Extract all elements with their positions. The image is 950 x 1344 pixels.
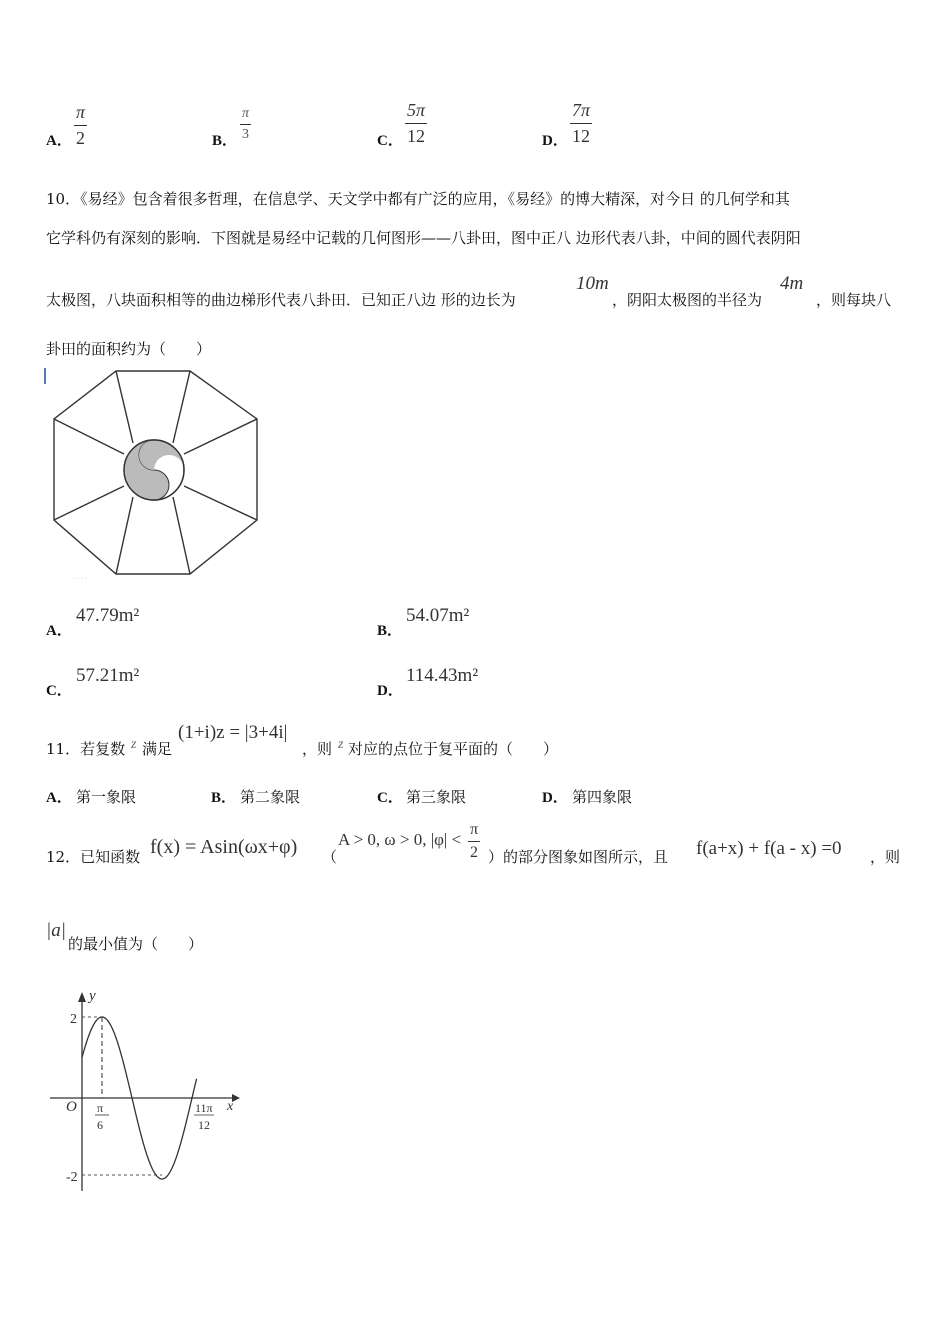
y-axis-arrow [78,992,86,1002]
q12-stem-b: ）的部分图象如图所示，且 [488,848,669,866]
tick-2-den: 12 [198,1118,210,1132]
svg-text:. . . .: . . . . [74,574,88,580]
q12-function: f(x) = Asin(ωx+φ) [150,836,298,858]
q11-option-a-text: 第一象限 [76,788,137,806]
q10-option-c-value: 57.21m² [76,665,140,686]
sine-graph [44,986,244,1196]
q11-stem-c: ，则 [302,740,333,758]
y-min-label: -2 [66,1170,78,1185]
q10-line-3-a: 太极图，八块面积相等的曲边梯形代表八卦田．已知正八边 形的边长为 [46,291,516,309]
q10-option-a-label: A． [46,623,72,639]
q11-option-c-label: C． [377,790,403,806]
q10-option-b-value: 54.07m² [406,605,470,626]
q11-stem-d: 对应的点位于复平面的（ ） [348,740,559,758]
q12-stem-c: ，则 [870,848,901,866]
q9-option-b-fraction: π 3 [242,106,250,142]
q10-line-3-c: ，则每块八 [816,291,892,309]
q11-stem-b: 满足 [142,740,173,758]
q11-option-c-text: 第三象限 [406,788,467,806]
yin-yang-icon [124,440,184,500]
origin-label: O [66,1099,77,1115]
q11-stem-a: 11．若复数 [46,740,126,758]
q10-option-c-label: C． [46,683,72,699]
q10-line-2: 它学科仍有深刻的影响．下图就是易经中记载的几何图形——八卦田，图中正八 边形代表八卦，中间的圆代表阴阳 [46,229,801,247]
q9-option-a-label: A． [46,133,72,149]
q12-abs-a: |a| [46,920,66,941]
q10-side-length: 10m [576,273,609,294]
y-axis-label: y [89,988,96,1004]
q10-line-1: 10．《易经》包含着很多哲理，在信息学、天文学中都有广泛的应用，《易经》的博大精深，对今日 的几何学和其 [46,190,790,208]
q12-condition: A > 0, ω > 0, |φ| < [338,830,462,849]
q12-condition-fraction: π 2 [470,821,479,861]
tick-1-num: π [97,1101,104,1115]
q9-option-a-fraction: π 2 [76,102,86,148]
q9-option-c-label: C． [377,133,403,149]
tick-1-den: 6 [97,1118,103,1132]
q10-line-3-b: ，阴阳太极图的半径为 [612,291,763,309]
q9-option-c-fraction: 5π 12 [407,100,426,146]
y-max-label: 2 [70,1012,77,1027]
q11-z-2: z [338,737,344,752]
q11-option-b-label: B． [211,790,237,806]
q10-option-d-value: 114.43m² [406,665,479,686]
q11-equation: (1+i)z = |3+4i| [178,722,288,743]
q11-option-b-text: 第二象限 [240,788,301,806]
q11-option-d-text: 第四象限 [572,788,633,806]
q12-stem-a: 12．已知函数 [46,848,141,866]
q9-option-b-label: B． [212,133,238,149]
q11-z-1: z [131,737,137,752]
q12-stem-d: 的最小值为（ ） [68,935,204,953]
q12-relation: f(a+x) + f(a - x) =0 [696,838,842,859]
q9-option-d-label: D． [542,133,568,149]
q10-line-4: 卦田的面积约为（ ） [46,340,212,358]
tick-2-num: 11π [195,1101,213,1115]
q10-option-b-label: B． [377,623,403,639]
q10-option-d-label: D． [377,683,403,699]
q10-radius: 4m [780,273,804,294]
q10-option-a-value: 47.79m² [76,605,140,626]
q12-paren-open: （ [322,848,338,866]
bagua-figure [44,366,264,580]
q9-option-d-fraction: 7π 12 [572,100,591,146]
x-axis-label: x [227,1099,234,1114]
q11-option-d-label: D． [542,790,568,806]
q11-option-a-label: A． [46,790,72,806]
